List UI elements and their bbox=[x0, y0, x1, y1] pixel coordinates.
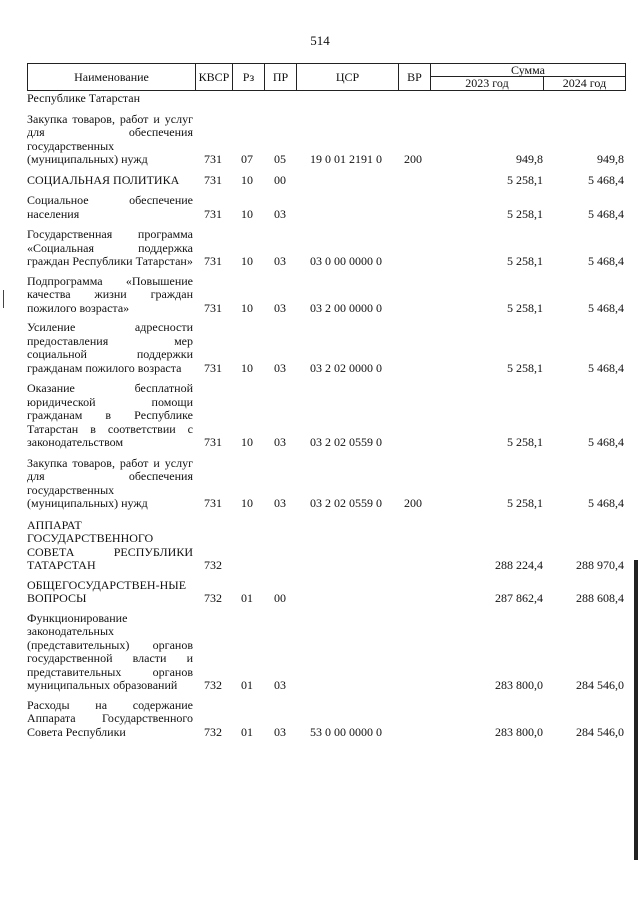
scan-mark bbox=[3, 290, 4, 308]
page-number: 514 bbox=[310, 33, 330, 48]
row-name: АППАРАТ ГОСУДАРСТВЕННОГО СОВЕТА РЕСПУБЛИКИ ТАТАРСТАН bbox=[27, 517, 193, 572]
row-kvsr: 731 bbox=[204, 360, 222, 375]
row-name: Закупка товаров, работ и услуг для обеспечения государственных (муниципальных) нужд bbox=[27, 111, 193, 166]
row-rz: 10 bbox=[241, 435, 253, 449]
header-vr: ВР bbox=[399, 64, 431, 90]
row-vr: 200 bbox=[404, 496, 422, 510]
row-name: Республике Татарстан bbox=[27, 91, 141, 105]
header-rz: Рз bbox=[233, 64, 265, 90]
row-pr: 03 bbox=[274, 435, 286, 449]
row-name: Расходы на содержание Аппарата Государственного Совета Республики bbox=[27, 697, 193, 739]
row-s1: 949,8 bbox=[516, 152, 543, 166]
row-csr: 03 2 02 0559 0 bbox=[310, 496, 382, 510]
scan-edge bbox=[634, 560, 638, 860]
row-s1: 5 258,1 bbox=[507, 360, 543, 375]
table-row bbox=[27, 112, 626, 167]
header-year-2024: 2024 год bbox=[562, 76, 607, 90]
row-s2: 284 546,0 bbox=[576, 678, 624, 692]
row-pr: 03 bbox=[274, 496, 286, 510]
row-s1: 283 800,0 bbox=[495, 724, 543, 739]
header-kvsr: КВСР bbox=[196, 64, 233, 90]
row-rz: 07 bbox=[241, 152, 253, 166]
row-s1: 5 258,1 bbox=[507, 496, 543, 510]
row-s2: 5 468,4 bbox=[588, 172, 624, 187]
row-csr: 03 2 02 0559 0 bbox=[310, 435, 382, 449]
header-pr: ПР bbox=[265, 64, 297, 90]
row-name: Функционирование законодательных (представительных) органов государственной власти и представительных органов муниципальных образований bbox=[27, 610, 193, 692]
row-s2: 5 468,4 bbox=[588, 300, 624, 315]
table-row bbox=[27, 227, 626, 269]
row-pr: 03 bbox=[274, 724, 286, 739]
row-name: Оказание бесплатной юридической помощи гражданам в Республике Татарстан в соответствии с законодательством bbox=[27, 381, 193, 449]
row-name: СОЦИАЛЬНАЯ ПОЛИТИКА bbox=[27, 172, 180, 187]
row-s2: 5 468,4 bbox=[588, 496, 624, 510]
row-s1: 5 258,1 bbox=[507, 254, 543, 268]
header-csr: ЦСР bbox=[297, 64, 399, 90]
row-rz: 10 bbox=[241, 254, 253, 268]
row-name: Социальное обеспечение населения bbox=[27, 193, 193, 221]
row-kvsr: 732 bbox=[204, 558, 222, 572]
row-rz: 10 bbox=[241, 360, 253, 375]
row-s2: 284 546,0 bbox=[576, 724, 624, 739]
row-name: Усиление адресности предоставления мер социальной поддержки гражданам пожилого возраста bbox=[27, 320, 193, 375]
row-rz: 01 bbox=[241, 724, 253, 739]
row-rz: 01 bbox=[241, 678, 253, 692]
table-header bbox=[27, 63, 626, 91]
table-row bbox=[27, 698, 626, 740]
row-s1: 5 258,1 bbox=[507, 172, 543, 187]
row-kvsr: 732 bbox=[204, 678, 222, 692]
row-s2: 5 468,4 bbox=[588, 254, 624, 268]
row-csr: 03 0 00 0000 0 bbox=[310, 254, 382, 268]
row-kvsr: 731 bbox=[204, 300, 222, 315]
row-csr: 19 0 01 2191 0 bbox=[310, 152, 382, 166]
header-year-2023: 2023 год bbox=[431, 77, 544, 90]
row-rz: 01 bbox=[241, 591, 253, 605]
row-pr: 03 bbox=[274, 254, 286, 268]
row-kvsr: 731 bbox=[204, 496, 222, 510]
header-sum-group bbox=[431, 64, 625, 90]
row-csr: 53 0 00 0000 0 bbox=[310, 724, 382, 739]
row-kvsr: 732 bbox=[204, 724, 222, 739]
row-s1: 5 258,1 bbox=[507, 206, 543, 221]
table-body bbox=[27, 91, 626, 739]
table-row bbox=[27, 320, 626, 375]
table-row bbox=[27, 456, 626, 511]
row-s1: 283 800,0 bbox=[495, 678, 543, 692]
row-pr: 03 bbox=[274, 360, 286, 375]
row-s2: 5 468,4 bbox=[588, 435, 624, 449]
row-kvsr: 731 bbox=[204, 254, 222, 268]
row-pr: 03 bbox=[274, 206, 286, 221]
row-pr: 05 bbox=[274, 152, 286, 166]
row-kvsr: 731 bbox=[204, 435, 222, 449]
table-row bbox=[27, 381, 626, 450]
table-row bbox=[27, 173, 626, 188]
row-s2: 288 608,4 bbox=[576, 591, 624, 605]
row-s1: 5 258,1 bbox=[507, 435, 543, 449]
table-row bbox=[27, 193, 626, 221]
row-s1: 287 862,4 bbox=[495, 591, 543, 605]
row-pr: 03 bbox=[274, 678, 286, 692]
row-pr: 03 bbox=[274, 300, 286, 315]
row-s2: 288 970,4 bbox=[576, 558, 624, 572]
row-kvsr: 731 bbox=[204, 172, 222, 187]
row-rz: 10 bbox=[241, 300, 253, 315]
row-rz: 10 bbox=[241, 172, 253, 187]
table-row bbox=[27, 274, 626, 316]
row-kvsr: 731 bbox=[204, 206, 222, 221]
row-rz: 10 bbox=[241, 496, 253, 510]
row-name: Подпрограмма «Повышение качества жизни граждан пожилого возраста» bbox=[27, 273, 193, 315]
row-pr: 00 bbox=[274, 172, 286, 187]
row-vr: 200 bbox=[404, 152, 422, 166]
table-row bbox=[27, 518, 626, 573]
row-s2: 5 468,4 bbox=[588, 206, 624, 221]
row-rz: 10 bbox=[241, 206, 253, 221]
row-kvsr: 731 bbox=[204, 152, 222, 166]
table-row bbox=[27, 91, 626, 106]
row-name: ОБЩЕГОСУДАРСТВЕН-НЫЕ ВОПРОСЫ bbox=[27, 577, 187, 605]
row-s2: 949,8 bbox=[597, 152, 624, 166]
row-s1: 5 258,1 bbox=[507, 300, 543, 315]
row-csr: 03 2 00 0000 0 bbox=[310, 300, 382, 315]
row-kvsr: 732 bbox=[204, 591, 222, 605]
header-sum: Сумма bbox=[431, 64, 625, 77]
table-row bbox=[27, 611, 626, 693]
row-csr: 03 2 02 0000 0 bbox=[310, 360, 382, 375]
row-pr: 00 bbox=[274, 591, 286, 605]
row-s1: 288 224,4 bbox=[495, 558, 543, 572]
header-name: Наименование bbox=[28, 64, 196, 90]
table-row bbox=[27, 578, 626, 606]
row-name: Закупка товаров, работ и услуг для обеспечения государственных (муниципальных) нужд bbox=[27, 455, 193, 510]
row-s2: 5 468,4 bbox=[588, 360, 624, 375]
row-name: Государственная программа «Социальная поддержка граждан Республики Татарстан» bbox=[27, 227, 193, 268]
